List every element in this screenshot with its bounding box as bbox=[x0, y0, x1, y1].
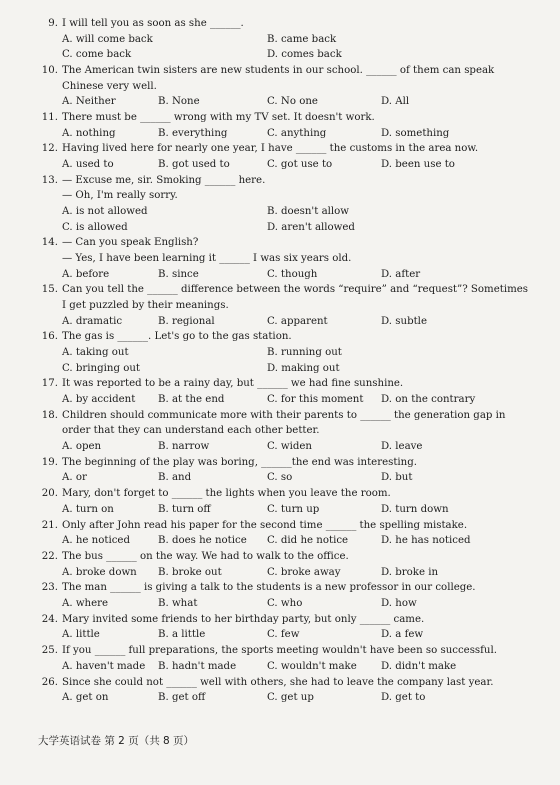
question-text: I will tell you as soon as she ______. bbox=[62, 18, 244, 29]
options-row bbox=[62, 440, 552, 454]
answer-option[interactable]: A. taking out bbox=[62, 347, 129, 358]
question-text: — Excuse me, sir. Smoking ______ here. bbox=[62, 174, 266, 186]
question-text: — Can you speak English? bbox=[62, 237, 199, 249]
answer-option[interactable]: D. after bbox=[381, 268, 421, 280]
question-text: If you ______ full preparations, the sports meeting wouldn't have been so successful. bbox=[62, 645, 497, 657]
options-row bbox=[62, 628, 552, 642]
question-text: Having lived here for nearly one year, I have ______ the customs in the area now. bbox=[62, 143, 479, 155]
answer-option[interactable]: D. been use to bbox=[381, 159, 455, 170]
answer-option[interactable]: D. how bbox=[381, 598, 417, 609]
answer-option[interactable]: D. something bbox=[381, 127, 450, 139]
question-text: Can you tell the ______ difference between the words “require” and “request”? Sometimes bbox=[62, 284, 528, 296]
answer-option[interactable]: C. broke away bbox=[267, 566, 341, 578]
answer-option[interactable]: C. apparent bbox=[267, 315, 328, 327]
answer-option[interactable]: D. on the contrary bbox=[381, 394, 476, 405]
question-text: It was reported to be a rainy day, but ______ we had fine sunshine. bbox=[62, 378, 404, 390]
question-number: 18. bbox=[41, 409, 58, 421]
answer-option[interactable]: B. what bbox=[158, 598, 198, 609]
options-row bbox=[62, 597, 552, 611]
options-row bbox=[62, 127, 552, 141]
question-number: 25. bbox=[41, 645, 58, 657]
question-text: The man ______ is giving a talk to the students is a new professor in our college. bbox=[62, 582, 476, 594]
options-row bbox=[62, 346, 552, 360]
options-row bbox=[62, 534, 552, 548]
answer-option[interactable]: A. he noticed bbox=[62, 535, 130, 547]
answer-option[interactable]: C. bringing out bbox=[62, 362, 141, 374]
question-text-continued: order that they can understand each other better. bbox=[62, 425, 320, 437]
question-number: 9. bbox=[48, 18, 58, 29]
answer-option[interactable]: B. narrow bbox=[158, 441, 210, 452]
answer-option[interactable]: A. open bbox=[62, 441, 102, 452]
question-text-continued: — Yes, I have been learning it ______ I was six years old. bbox=[62, 253, 352, 264]
answer-option[interactable]: D. but bbox=[381, 472, 413, 484]
options-row bbox=[62, 158, 552, 172]
answer-option[interactable]: D. making out bbox=[267, 362, 340, 374]
options-row bbox=[62, 393, 552, 407]
answer-option[interactable]: D. didn't make bbox=[381, 660, 457, 672]
question-text: The beginning of the play was boring, ______the end was interesting. bbox=[62, 456, 418, 468]
answer-option[interactable]: C. turn up bbox=[267, 503, 320, 515]
answer-option[interactable]: B. got used to bbox=[158, 159, 230, 170]
answer-option[interactable]: C. widen bbox=[267, 441, 312, 452]
options-row bbox=[62, 503, 552, 517]
options-row bbox=[62, 660, 552, 674]
answer-option[interactable]: B. regional bbox=[158, 315, 215, 327]
question-number: 16. bbox=[41, 331, 58, 343]
answer-option[interactable]: C. No one bbox=[267, 96, 318, 108]
question-number: 22. bbox=[41, 551, 58, 562]
answer-option[interactable]: B. since bbox=[158, 268, 199, 280]
answer-option[interactable]: A. used to bbox=[62, 159, 114, 170]
answer-option[interactable]: C. is allowed bbox=[62, 221, 128, 233]
answer-option[interactable]: C. for this moment bbox=[267, 394, 364, 405]
question-text: The bus ______ on the way. We had to walk to the office. bbox=[62, 551, 349, 562]
question-text: The gas is ______. Let's go to the gas station. bbox=[62, 331, 292, 343]
options-row bbox=[62, 691, 552, 705]
answer-option[interactable]: C. so bbox=[267, 472, 293, 484]
answer-option[interactable]: C. who bbox=[267, 598, 303, 609]
answer-option[interactable]: D. subtle bbox=[381, 315, 427, 327]
answer-option[interactable]: A. nothing bbox=[62, 127, 116, 139]
answer-option[interactable]: C. come back bbox=[62, 49, 132, 61]
answer-option[interactable]: A. haven't made bbox=[62, 660, 146, 672]
question-text: Mary, don't forget to ______ the lights when you leave the room. bbox=[62, 488, 391, 500]
question-number: 14. bbox=[41, 237, 58, 249]
options-row bbox=[62, 471, 552, 485]
answer-option[interactable]: D. comes back bbox=[267, 49, 342, 61]
answer-option[interactable]: C. did he notice bbox=[267, 535, 349, 547]
question-number: 12. bbox=[41, 143, 58, 155]
answer-option[interactable]: B. at the end bbox=[158, 394, 225, 405]
answer-option[interactable]: B. a little bbox=[158, 629, 206, 641]
options-row bbox=[62, 221, 552, 235]
answer-option[interactable]: B. running out bbox=[267, 347, 342, 358]
options-row bbox=[62, 33, 552, 47]
answer-option[interactable]: A. get on bbox=[62, 692, 109, 704]
answer-option[interactable]: C. few bbox=[267, 629, 300, 641]
answer-option[interactable]: A. turn on bbox=[62, 503, 114, 515]
answer-option[interactable]: C. anything bbox=[267, 127, 327, 139]
question-number: 11. bbox=[41, 112, 58, 123]
answer-option[interactable]: B. everything bbox=[158, 127, 228, 139]
question-number: 17. bbox=[41, 378, 58, 390]
question-number: 20. bbox=[41, 488, 58, 500]
answer-option[interactable]: C. get up bbox=[267, 692, 314, 704]
answer-option[interactable]: A. will come back bbox=[62, 33, 153, 45]
question-number: 19. bbox=[41, 456, 58, 468]
question-text: Children should communicate more with their parents to ______ the generation gap in bbox=[62, 409, 506, 421]
answer-option[interactable]: B. came back bbox=[267, 33, 337, 45]
answer-option[interactable]: B. doesn't allow bbox=[267, 206, 350, 217]
question-text-continued: — Oh, I'm really sorry. bbox=[62, 190, 178, 202]
answer-option[interactable]: A. Neither bbox=[62, 96, 116, 108]
answer-option[interactable]: B. does he notice bbox=[158, 535, 247, 547]
answer-option[interactable]: A. little bbox=[62, 629, 100, 641]
question-number: 23. bbox=[41, 582, 58, 594]
options-row bbox=[62, 315, 552, 329]
answer-option[interactable]: C. though bbox=[267, 268, 318, 280]
question-number: 26. bbox=[41, 676, 58, 688]
answer-option[interactable]: D. leave bbox=[381, 441, 423, 452]
answer-option[interactable]: D. broke in bbox=[381, 566, 439, 578]
answer-option[interactable]: D. turn down bbox=[381, 503, 449, 515]
answer-option[interactable]: A. where bbox=[62, 598, 109, 609]
question-number: 15. bbox=[41, 284, 58, 296]
answer-option[interactable]: B. and bbox=[158, 472, 192, 484]
answer-option[interactable]: C. got use to bbox=[267, 159, 333, 170]
options-row bbox=[62, 95, 552, 109]
answer-option[interactable]: D. a few bbox=[381, 629, 424, 641]
answer-option[interactable]: D. aren't allowed bbox=[267, 221, 355, 233]
question-text: Only after John read his paper for the second time ______ the spelling mistake. bbox=[62, 519, 468, 531]
answer-option[interactable]: A. is not allowed bbox=[62, 206, 148, 217]
question-text: There must be ______ wrong with my TV set. It doesn't work. bbox=[62, 112, 375, 123]
options-row bbox=[62, 566, 552, 580]
answer-option[interactable]: A. dramatic bbox=[62, 315, 123, 327]
question-text-continued: I get puzzled by their meanings. bbox=[62, 300, 229, 311]
question-text: Since she could not ______ well with others, she had to leave the company last year. bbox=[62, 676, 494, 688]
answer-option[interactable]: A. by accident bbox=[62, 394, 136, 405]
options-row bbox=[62, 268, 552, 282]
answer-option[interactable]: A. before bbox=[62, 268, 110, 280]
options-row bbox=[62, 48, 552, 62]
question-text-continued: Chinese very well. bbox=[62, 80, 157, 92]
answer-option[interactable]: C. wouldn't make bbox=[267, 660, 357, 672]
answer-option[interactable]: D. All bbox=[381, 96, 410, 108]
answer-option[interactable]: B. get off bbox=[158, 692, 206, 704]
page-footer: 大学英语试卷 第 2 页（共 8 页） bbox=[38, 735, 195, 747]
answer-option[interactable]: B. broke out bbox=[158, 566, 222, 578]
question-number: 13. bbox=[41, 174, 58, 186]
answer-option[interactable]: B. turn off bbox=[158, 503, 211, 515]
answer-option[interactable]: B. None bbox=[158, 96, 200, 108]
answer-option[interactable]: D. he has noticed bbox=[381, 535, 471, 547]
question-text: Mary invited some friends to her birthday party, but only ______ came. bbox=[62, 613, 425, 625]
answer-option[interactable]: A. or bbox=[62, 472, 87, 484]
question-number: 21. bbox=[41, 519, 58, 531]
answer-option[interactable]: B. hadn't made bbox=[158, 660, 237, 672]
answer-option[interactable]: D. get to bbox=[381, 692, 426, 704]
options-row bbox=[62, 205, 552, 219]
question-text: The American twin sisters are new students in our school. ______ of them can speak bbox=[62, 65, 495, 76]
question-number: 24. bbox=[41, 613, 58, 625]
answer-option[interactable]: A. broke down bbox=[62, 566, 137, 578]
question-number: 10. bbox=[41, 65, 58, 76]
options-row bbox=[62, 362, 552, 376]
